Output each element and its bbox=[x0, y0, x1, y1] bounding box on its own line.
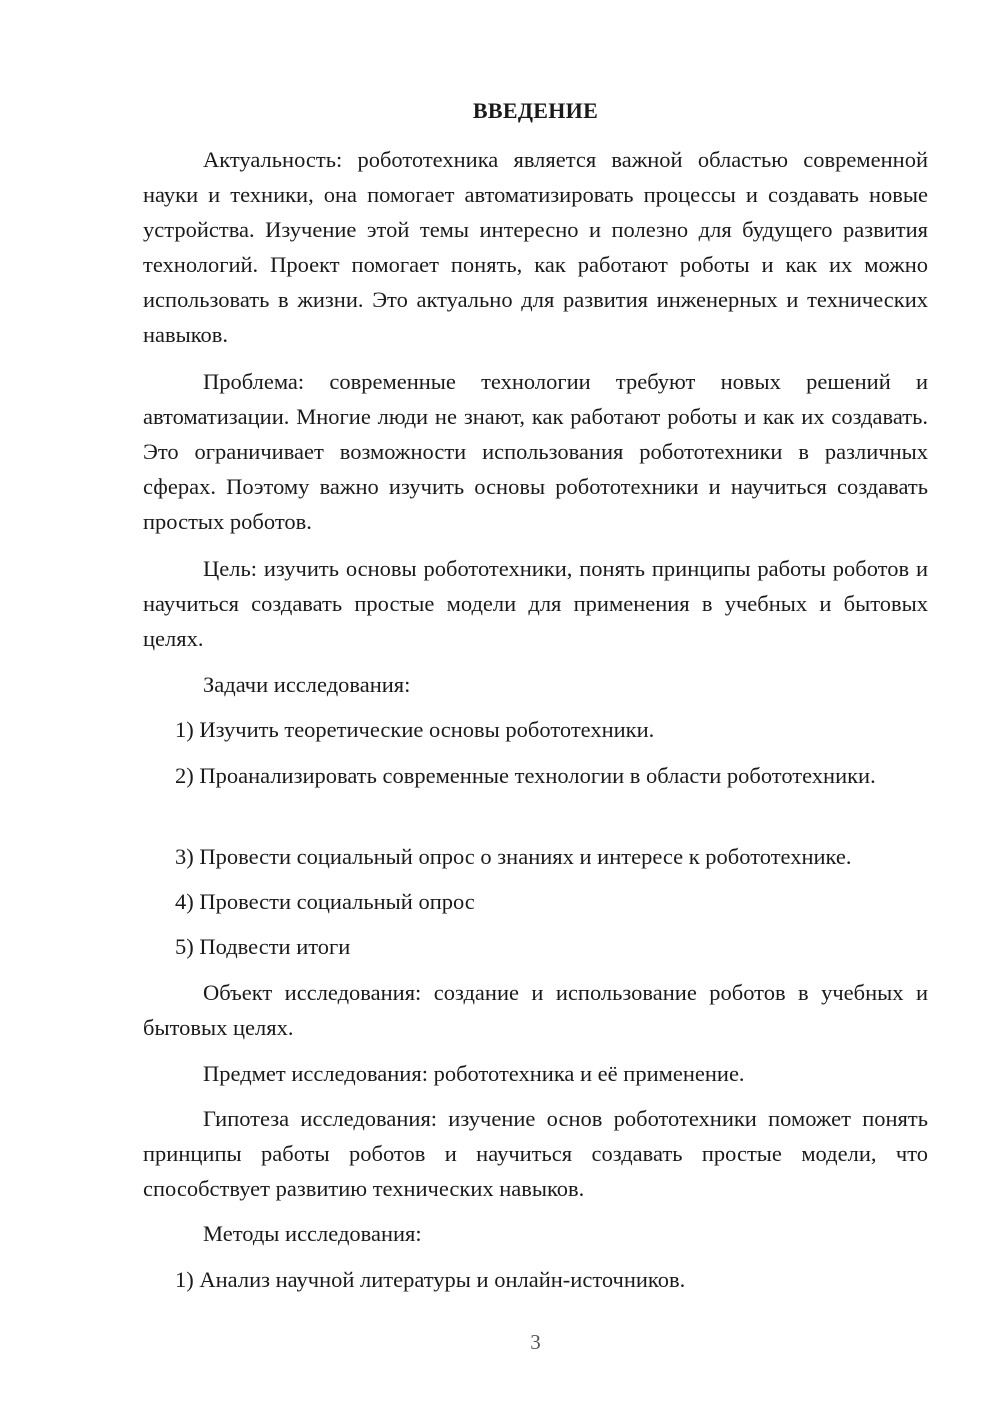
task-item-1: 1) Изучить теоретические основы робототехники. bbox=[175, 717, 655, 742]
method-item-1: 1) Анализ научной литературы и онлайн-источников. bbox=[175, 1267, 686, 1292]
tasks-heading: Задачи исследования: bbox=[203, 672, 411, 697]
paragraph-hypothesis: Гипотеза исследования: изучение основ робототехники поможет понять принципы работы роботов и научиться создавать простые модели, что способствует развитию технических навыков. bbox=[143, 1106, 928, 1201]
paragraph-relevance: Актуальность: робототехника является важной областью современной науки и техники, она помогает автоматизировать процессы и создавать новые устройства. Изучение этой темы интересно и полезно для будущего развития технологий. Проект помогает понять, как работают роботы и как их можно использовать в жизни. Это актуально для развития инженерных и технических навыков. bbox=[143, 147, 928, 347]
section-heading: ВВЕДЕНИЕ bbox=[472, 98, 599, 123]
paragraph-goal: Цель: изучить основы робототехники, понять принципы работы роботов и научиться создавать простые модели для применения в учебных и бытовых целях. bbox=[143, 556, 928, 651]
methods-heading: Методы исследования: bbox=[203, 1221, 422, 1246]
paragraph-object: Объект исследования: создание и использование роботов в учебных и бытовых целях. bbox=[143, 980, 928, 1040]
task-item-5: 5) Подвести итоги bbox=[175, 934, 351, 959]
task-item-4: 4) Провести социальный опрос bbox=[175, 889, 475, 914]
paragraph-problem: Проблема: современные технологии требуют новых решений и автоматизации. Многие люди не знают, как работают роботы и как их создавать. Это ограничивает возможности использования робототехники в различных сферах. Поэтому важно изучить основы робототехники и научиться создавать простых роботов. bbox=[143, 369, 928, 534]
page-number: 3 bbox=[530, 1330, 541, 1354]
task-item-2: 2) Проанализировать современные технологии в области робототехники. bbox=[175, 763, 876, 788]
paragraph-subject: Предмет исследования: робототехника и её применение. bbox=[203, 1061, 745, 1086]
task-item-3: 3) Провести социальный опрос о знаниях и интересе к робототехнике. bbox=[175, 844, 852, 869]
